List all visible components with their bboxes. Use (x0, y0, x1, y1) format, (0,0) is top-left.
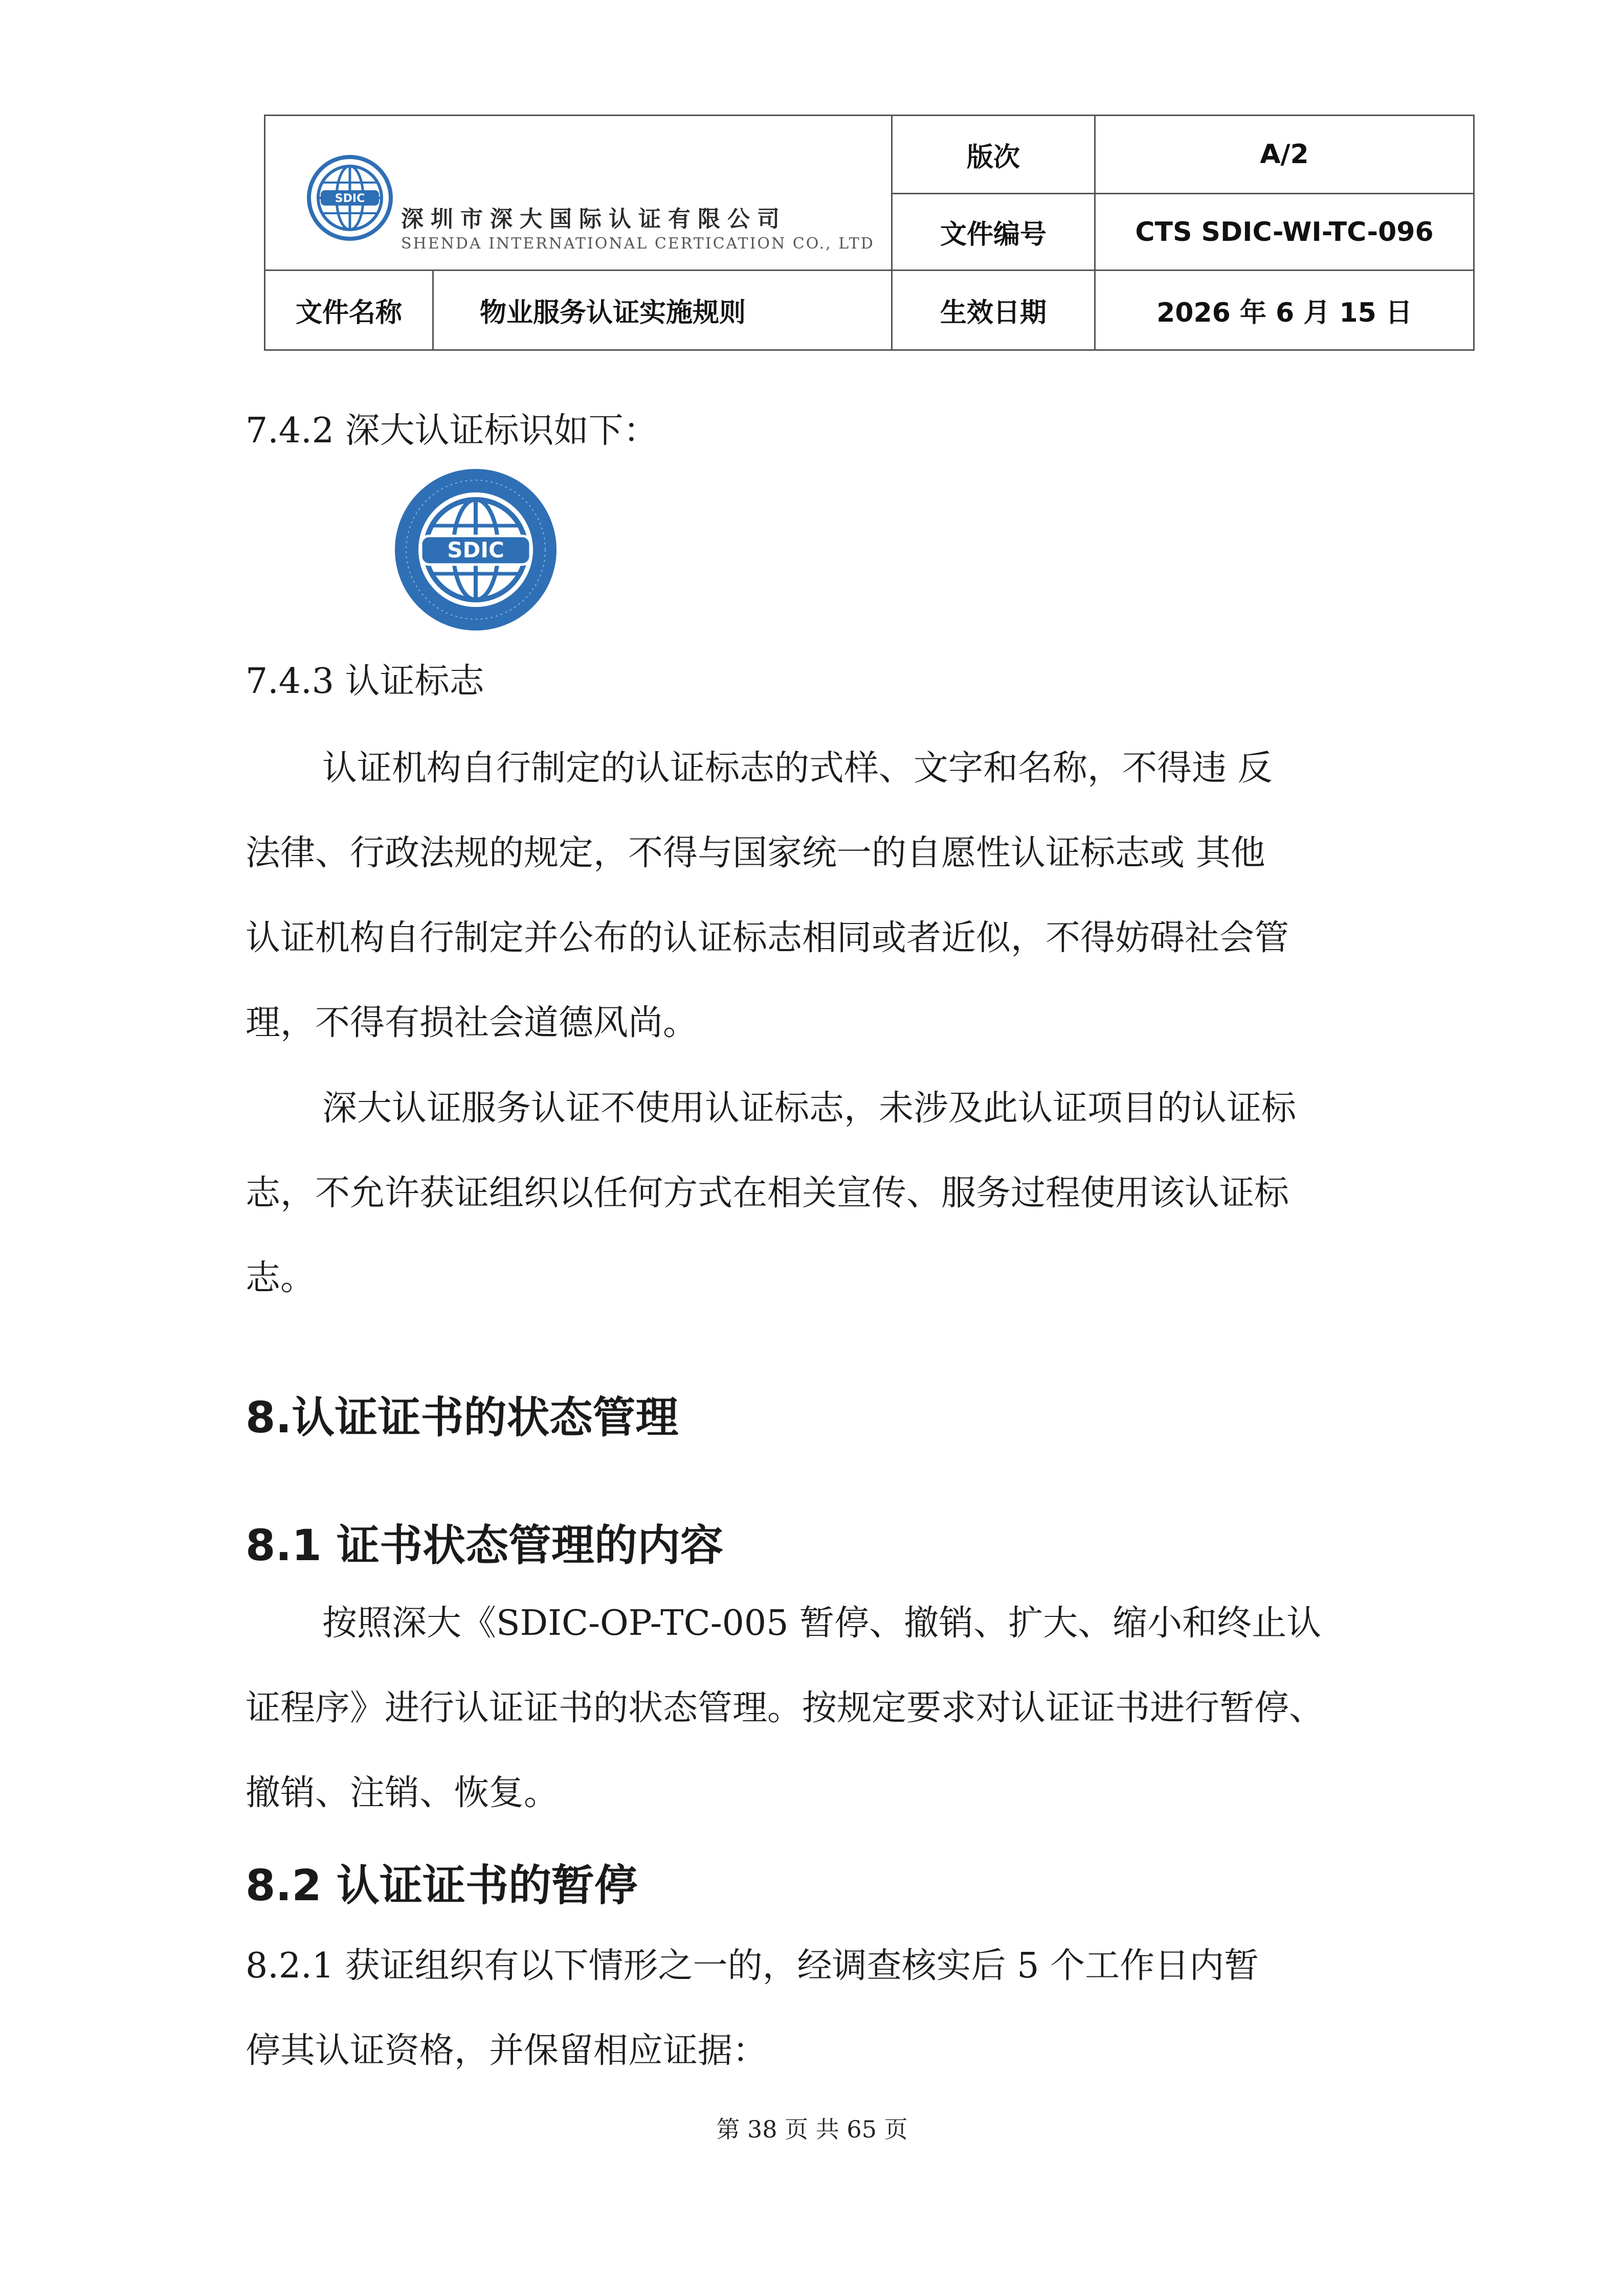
paragraph-line: 按照深大《SDIC-OP-TC-005 暂停、撤销、扩大、缩小和终止认 (322, 1603, 1322, 1644)
paragraph-line: 志，不允许获证组织以任何方式在相关宣传、服务过程使用该认证标 (246, 1173, 1289, 1213)
section-8-heading: 8.认证证书的状态管理 (246, 1392, 679, 1443)
company-name-en: SHENDA INTERNATIONAL CERTICATION CO., LTD (401, 235, 875, 253)
docname-label: 文件名称 (295, 298, 402, 328)
date-value: 2026 年 6 月 15 日 (1156, 298, 1412, 328)
paragraph-line: 8.2.1 获证组织有以下情形之一的，经调查核实后 5 个工作日内暂 (246, 1946, 1259, 1986)
paragraph-line: 撤销、注销、恢复。 (246, 1773, 559, 1813)
paragraph-line: 认证机构自行制定的认证标志的式样、文字和名称，不得违 反 (322, 748, 1273, 789)
paragraph-status-management (246, 1581, 1381, 1836)
paragraph-line: 停其认证资格，并保留相应证据： (246, 2031, 768, 2071)
section-8-2-heading: 8.2 认证证书的暂停 (246, 1860, 638, 1910)
round-logo-text: SDIC (447, 537, 504, 562)
company-name-cn: 深圳市深大国际认证有限公司 (401, 206, 787, 232)
docno-value: CTS SDIC-WI-TC-096 (1135, 216, 1434, 247)
section-7-4-3-title: 7.4.3 认证标志 (246, 661, 484, 702)
version-value: A/2 (1260, 139, 1309, 170)
docname-value: 物业服务认证实施规则 (480, 298, 746, 328)
docno-label: 文件编号 (940, 219, 1047, 250)
document-header-table (264, 115, 1475, 351)
paragraph-line: 认证机构自行制定并公布的认证标志相同或者近似，不得妨碍社会管 (246, 918, 1289, 958)
paragraph-suspension (246, 1924, 1381, 2094)
paragraph-mark-rules (246, 726, 1381, 1066)
paragraph-line: 志。 (246, 1258, 316, 1298)
paragraph-line: 深大认证服务认证不使用认证标志，未涉及此认证项目的认证标 (322, 1088, 1297, 1129)
sdic-globe-logo (306, 154, 393, 241)
paragraph-line: 证程序》进行认证证书的状态管理。按规定要求对认证证书进行暂停、 (246, 1688, 1324, 1728)
paragraph-no-mark-use (246, 1066, 1381, 1321)
logo-text: SDIC (335, 192, 365, 205)
sdic-certification-logo (391, 465, 560, 634)
section-8-1-heading: 8.1 证书状态管理的内容 (246, 1520, 724, 1570)
version-label: 版次 (966, 142, 1020, 173)
section-7-4-2-title: 7.4.2 深大认证标识如下： (246, 411, 658, 451)
date-label: 生效日期 (940, 298, 1047, 328)
page-number: 第 38 页 共 65 页 (716, 2115, 908, 2143)
paragraph-line: 法律、行政法规的规定，不得与国家统一的自愿性认证标志或 其他 (246, 833, 1265, 873)
paragraph-line: 理，不得有损社会道德风尚。 (246, 1003, 698, 1043)
